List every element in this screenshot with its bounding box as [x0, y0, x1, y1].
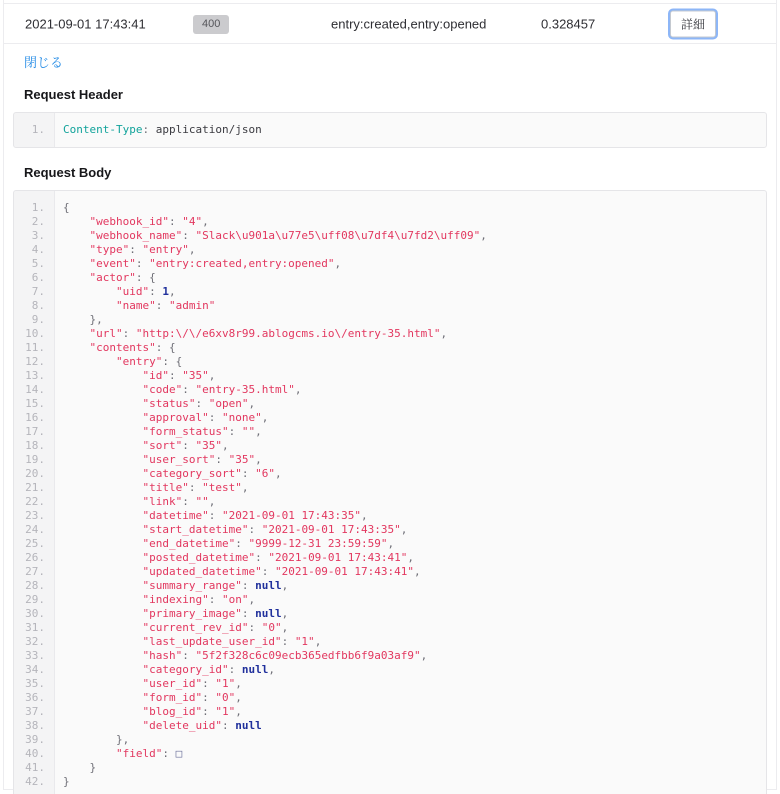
detail-button[interactable]: 詳細	[670, 10, 716, 37]
code-line	[14, 425, 766, 439]
code-text: }	[89, 761, 97, 774]
code-line	[14, 649, 766, 663]
code-line	[14, 677, 766, 691]
line-number: 39.	[25, 733, 45, 746]
code-line	[14, 257, 766, 271]
line-number: 30.	[25, 607, 45, 620]
code-line	[14, 355, 766, 369]
code-text: "category_id": null,	[142, 663, 275, 676]
line-number: 16.	[25, 411, 45, 424]
code-line	[14, 621, 766, 635]
webhook-log-row	[4, 4, 776, 44]
code-text: Content-Type: application/json	[63, 123, 262, 136]
code-text: "user_sort": "35",	[142, 453, 262, 466]
line-number: 1.	[31, 201, 45, 214]
code-text: },	[115, 733, 130, 746]
code-text: "actor": {	[89, 271, 156, 284]
line-number: 13.	[25, 369, 45, 382]
code-text: }	[63, 775, 70, 788]
code-text: "event": "entry:created,entry:opened",	[89, 257, 342, 270]
code-text: "current_rev_id": "0",	[142, 621, 289, 634]
line-number: 10.	[25, 327, 45, 340]
code-line	[14, 229, 766, 243]
code-line	[14, 565, 766, 579]
code-line	[14, 369, 766, 383]
code-text: "indexing": "on",	[142, 593, 256, 606]
line-number: 35.	[25, 677, 45, 690]
log-timestamp: 2021-09-01 17:43:41	[25, 16, 146, 31]
code-line	[14, 495, 766, 509]
code-line	[14, 453, 766, 467]
code-text: "hash": "5f2f328c6c09ecb365edfbb6f9a03af9",	[142, 649, 428, 662]
code-line	[14, 439, 766, 453]
line-number: 9.	[31, 313, 45, 326]
code-line	[14, 719, 766, 733]
line-number: 3.	[31, 229, 45, 242]
action-cell	[670, 10, 716, 37]
line-number: 27.	[25, 565, 45, 578]
code-text: "webhook_id": "4",	[89, 215, 209, 228]
code-line	[14, 467, 766, 481]
code-text: "name": "admin"	[115, 299, 216, 312]
log-duration: 0.328457	[541, 16, 596, 31]
line-number: 32.	[25, 635, 45, 648]
code-line	[14, 775, 766, 789]
line-number: 7.	[31, 285, 45, 298]
line-number: 42.	[25, 775, 45, 788]
code-line	[14, 537, 766, 551]
code-text: "last_update_user_id": "1",	[142, 635, 322, 648]
code-text: "posted_datetime": "2021-09-01 17:43:41",	[142, 551, 415, 564]
request-header-code-block	[13, 112, 767, 148]
line-number: 6.	[31, 271, 45, 284]
code-text: "link": "",	[142, 495, 216, 508]
code-line	[14, 215, 766, 229]
code-text: "user_id": "1",	[142, 677, 242, 690]
line-number: 28.	[25, 579, 45, 592]
code-text: "blog_id": "1",	[142, 705, 242, 718]
code-text: "primary_image": null,	[142, 607, 289, 620]
line-number: 8.	[31, 299, 45, 312]
close-detail-link[interactable]: 閉じる	[24, 55, 64, 70]
code-text: "category_sort": "6",	[142, 467, 282, 480]
code-line	[14, 691, 766, 705]
code-line	[14, 341, 766, 355]
line-number: 1.	[31, 123, 45, 136]
line-number: 29.	[25, 593, 45, 606]
code-line	[14, 747, 766, 761]
line-number: 38.	[25, 719, 45, 732]
code-text: "status": "open",	[142, 397, 256, 410]
code-text: "updated_datetime": "2021-09-01 17:43:41",	[142, 565, 421, 578]
code-line	[14, 313, 766, 327]
code-text: "summary_range": null,	[142, 579, 289, 592]
request-body-code-block	[13, 190, 767, 794]
line-number: 12.	[25, 355, 45, 368]
line-number: 36.	[25, 691, 45, 704]
line-number: 4.	[31, 243, 45, 256]
code-text: "type": "entry",	[89, 243, 196, 256]
code-text: "form_id": "0",	[142, 691, 242, 704]
code-text: {	[63, 201, 70, 214]
code-text: },	[89, 313, 103, 326]
code-text: "start_datetime": "2021-09-01 17:43:35",	[142, 523, 408, 536]
code-line	[14, 579, 766, 593]
status-code-badge: 400	[193, 15, 229, 34]
code-text: "id": "35",	[142, 369, 216, 382]
line-number: 26.	[25, 551, 45, 564]
line-number: 5.	[31, 257, 45, 270]
code-text: "entry": {	[115, 355, 183, 368]
code-text: "end_datetime": "9999-12-31 23:59:59",	[142, 537, 395, 550]
code-line	[14, 663, 766, 677]
code-line	[14, 397, 766, 411]
line-number: 19.	[25, 453, 45, 466]
request-body-title: Request Body	[24, 165, 112, 180]
code-text: "approval": "none",	[142, 411, 269, 424]
code-text: "uid": 1,	[115, 285, 176, 298]
line-number: 11.	[25, 341, 45, 354]
status-cell	[193, 14, 229, 34]
code-line	[14, 411, 766, 425]
line-number: 25.	[25, 537, 45, 550]
line-number: 34.	[25, 663, 45, 676]
line-number: 2.	[31, 215, 45, 228]
line-number: 31.	[25, 621, 45, 634]
line-number: 24.	[25, 523, 45, 536]
code-line	[14, 523, 766, 537]
code-line	[14, 481, 766, 495]
code-text: "delete_uid": null	[142, 719, 262, 732]
code-line	[14, 285, 766, 299]
line-number: 18.	[25, 439, 45, 452]
code-line	[14, 509, 766, 523]
line-number: 17.	[25, 425, 45, 438]
code-text: "datetime": "2021-09-01 17:43:35",	[142, 509, 368, 522]
line-number: 22.	[25, 495, 45, 508]
log-event: entry:created,entry:opened	[331, 16, 487, 31]
line-number: 41.	[25, 761, 45, 774]
code-line	[14, 593, 766, 607]
line-number: 14.	[25, 383, 45, 396]
webhook-log-table	[3, 0, 777, 790]
request-header-title: Request Header	[24, 87, 123, 102]
code-text: "url": "http:\/\/e6xv8r99.ablogcms.io\/entry-35.html",	[89, 327, 448, 340]
code-line	[14, 327, 766, 341]
line-number: 40.	[25, 747, 45, 760]
code-text: "field": □	[115, 747, 183, 760]
line-number: 20.	[25, 467, 45, 480]
line-number: 21.	[25, 481, 45, 494]
code-text: "contents": {	[89, 341, 176, 354]
log-detail-panel	[4, 44, 776, 794]
code-line	[14, 705, 766, 719]
line-number: 33.	[25, 649, 45, 662]
code-line	[14, 271, 766, 285]
code-text: "title": "test",	[142, 481, 249, 494]
code-text: "code": "entry-35.html",	[142, 383, 302, 396]
code-line	[14, 607, 766, 621]
line-number: 23.	[25, 509, 45, 522]
code-line	[14, 383, 766, 397]
code-line	[14, 299, 766, 313]
code-line	[14, 761, 766, 775]
code-line	[14, 733, 766, 747]
code-text: "form_status": "",	[142, 425, 262, 438]
code-line	[14, 123, 766, 137]
code-line	[14, 551, 766, 565]
code-line	[14, 243, 766, 257]
line-number: 15.	[25, 397, 45, 410]
code-text: "sort": "35",	[142, 439, 229, 452]
code-line	[14, 201, 766, 215]
code-text: "webhook_name": "Slack\u901a\u77e5\uff08\u7df4\u7fd2\uff09",	[89, 229, 487, 242]
line-number: 37.	[25, 705, 45, 718]
code-line	[14, 635, 766, 649]
